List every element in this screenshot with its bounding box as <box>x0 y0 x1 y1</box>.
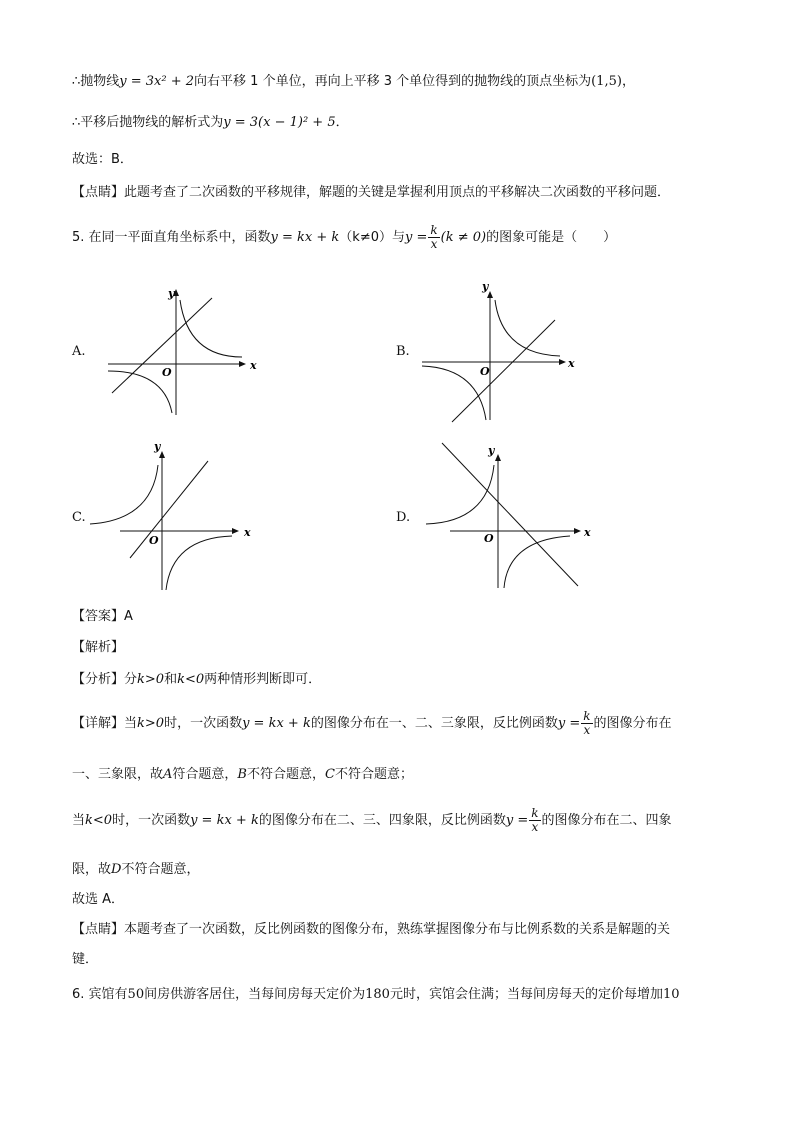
math-expression: D <box>111 862 122 877</box>
text: ， <box>621 74 635 89</box>
math-expression: y = kx + k <box>242 716 311 731</box>
detail-line-2 <box>72 765 734 785</box>
remark-line-2: 键． <box>72 952 99 967</box>
text-line-4: 【点睛】此题考查了二次函数的平移规律，解题的关键是掌握利用顶点的平移解决二次函数的平移问题． <box>72 185 671 200</box>
graph-option-a <box>100 285 270 420</box>
hyperbola-branch-1 <box>426 465 494 524</box>
option-d-label: D. <box>396 510 411 525</box>
math-expression: y = <box>405 230 428 245</box>
x-label: x <box>244 526 251 539</box>
origin-label: O <box>484 532 494 545</box>
text: 的图像分布在 <box>593 716 672 731</box>
text: ∴平移后抛物线的解析式为 <box>72 115 224 130</box>
text: 间房供游客居住，当每间房每天定价为 <box>144 987 366 1002</box>
analysis-line <box>72 670 734 690</box>
text: 一、三象限，故 <box>72 767 164 782</box>
y-label: y <box>154 440 161 453</box>
text: ． <box>335 115 349 130</box>
line-graph <box>452 320 555 422</box>
fraction-numerator: k <box>430 223 438 237</box>
detail-line-1 <box>72 710 734 738</box>
origin-label: O <box>480 365 490 378</box>
option-b-label: B. <box>396 344 410 359</box>
text: 【分析】分 <box>72 672 138 687</box>
fraction-numerator: k <box>583 709 591 723</box>
graph-option-d <box>420 440 595 590</box>
text: 两种情形判断即可． <box>204 672 322 687</box>
math-expression: k>0 <box>137 716 165 731</box>
text: 和 <box>164 672 178 687</box>
option-a-label: A. <box>72 344 86 359</box>
text: 【详解】当 <box>72 716 138 731</box>
x-label: x <box>250 359 257 372</box>
math-expression: y = 3(x − 1)² + 5 <box>223 115 336 130</box>
text: 不符合题意， <box>121 862 200 877</box>
remark-line-1: 【点睛】本题考查了一次函数，反比例函数的图像分布，熟练掌握图像分布与比例系数的关系是解题的关 <box>72 922 671 937</box>
graph-option-b <box>420 280 590 425</box>
text: （k≠0）与 <box>339 230 405 245</box>
graph-option-c <box>90 440 260 595</box>
text-line-2 <box>72 113 734 133</box>
text: 当 <box>72 813 86 828</box>
math-expression: B <box>237 767 247 782</box>
text: 时，一次函数 <box>112 813 191 828</box>
fraction <box>581 710 592 737</box>
y-label: y <box>488 444 495 457</box>
analysis-heading: 【解析】 <box>72 640 125 655</box>
fraction-numerator: k <box>531 806 539 820</box>
option-c-label: C. <box>72 510 86 525</box>
math-expression: k<0 <box>177 672 205 687</box>
math-expression: A <box>163 767 173 782</box>
math-expression: C <box>325 767 335 782</box>
text-line-3: 故选：B． <box>72 152 133 167</box>
y-label: y <box>482 280 489 293</box>
text: 5. 在同一平面直角坐标系中，函数 <box>72 230 271 245</box>
text: ∴抛物线 <box>72 74 120 89</box>
math-expression: y = kx + k <box>190 813 259 828</box>
fraction-denominator: x <box>430 237 438 251</box>
detail-line-3 <box>72 807 734 835</box>
math-expression: (1,5) <box>591 74 622 89</box>
math-expression: y = kx + k <box>270 230 340 245</box>
text-line-1 <box>72 72 734 92</box>
line-graph <box>442 443 578 586</box>
text: 限，故 <box>72 862 112 877</box>
x-label: x <box>584 526 591 539</box>
answer-line <box>72 607 734 627</box>
origin-label: O <box>149 534 159 547</box>
question-5 <box>72 224 734 252</box>
hyperbola-branch-1 <box>90 465 158 524</box>
text: 向右平移 1 个单位，再向上平移 3 个单位得到的抛物线的顶点坐标为 <box>194 74 592 89</box>
origin-label: O <box>162 366 172 379</box>
hyperbola-branch-2 <box>422 366 486 420</box>
text: 不符合题意； <box>334 767 413 782</box>
text: 的图像分布在二、四象 <box>541 813 672 828</box>
fraction <box>529 807 540 834</box>
number: 180 <box>365 987 390 1002</box>
hyperbola-branch-1 <box>180 300 242 357</box>
choice-line: 故选 A． <box>72 892 125 907</box>
math-expression: k>0 <box>137 672 165 687</box>
number: 50 <box>127 987 145 1002</box>
math-expression: y = 3x² + 2 <box>119 74 195 89</box>
fraction-denominator: x <box>583 723 591 737</box>
math-expression: y = <box>557 716 581 731</box>
text: 的图象可能是（ ） <box>486 230 617 245</box>
y-label: y <box>168 287 175 300</box>
math-expression: (k ≠ 0) <box>440 230 487 245</box>
fraction <box>428 224 439 251</box>
text: 的图像分布在一、二、三象限，反比例函数 <box>310 716 558 731</box>
text: 元时，宾馆会住满；当每间房每天的定价每增加 <box>389 987 663 1002</box>
x-label: x <box>568 357 575 370</box>
text: 的图像分布在二、三、四象限，反比例函数 <box>258 813 506 828</box>
math-expression: y = <box>505 813 529 828</box>
text: 【答案】A <box>72 609 133 624</box>
hyperbola-branch-2 <box>166 536 232 590</box>
text: 时，一次函数 <box>164 716 243 731</box>
text: 6. 宾馆有 <box>72 987 128 1002</box>
fraction-denominator: x <box>531 820 539 834</box>
detail-line-4 <box>72 860 734 880</box>
math-expression: k<0 <box>85 813 113 828</box>
text: 不符合题意， <box>246 767 325 782</box>
number: 10 <box>662 987 680 1002</box>
question-6 <box>72 985 734 1005</box>
text: 符合题意， <box>172 767 238 782</box>
hyperbola-branch-2 <box>504 536 570 588</box>
